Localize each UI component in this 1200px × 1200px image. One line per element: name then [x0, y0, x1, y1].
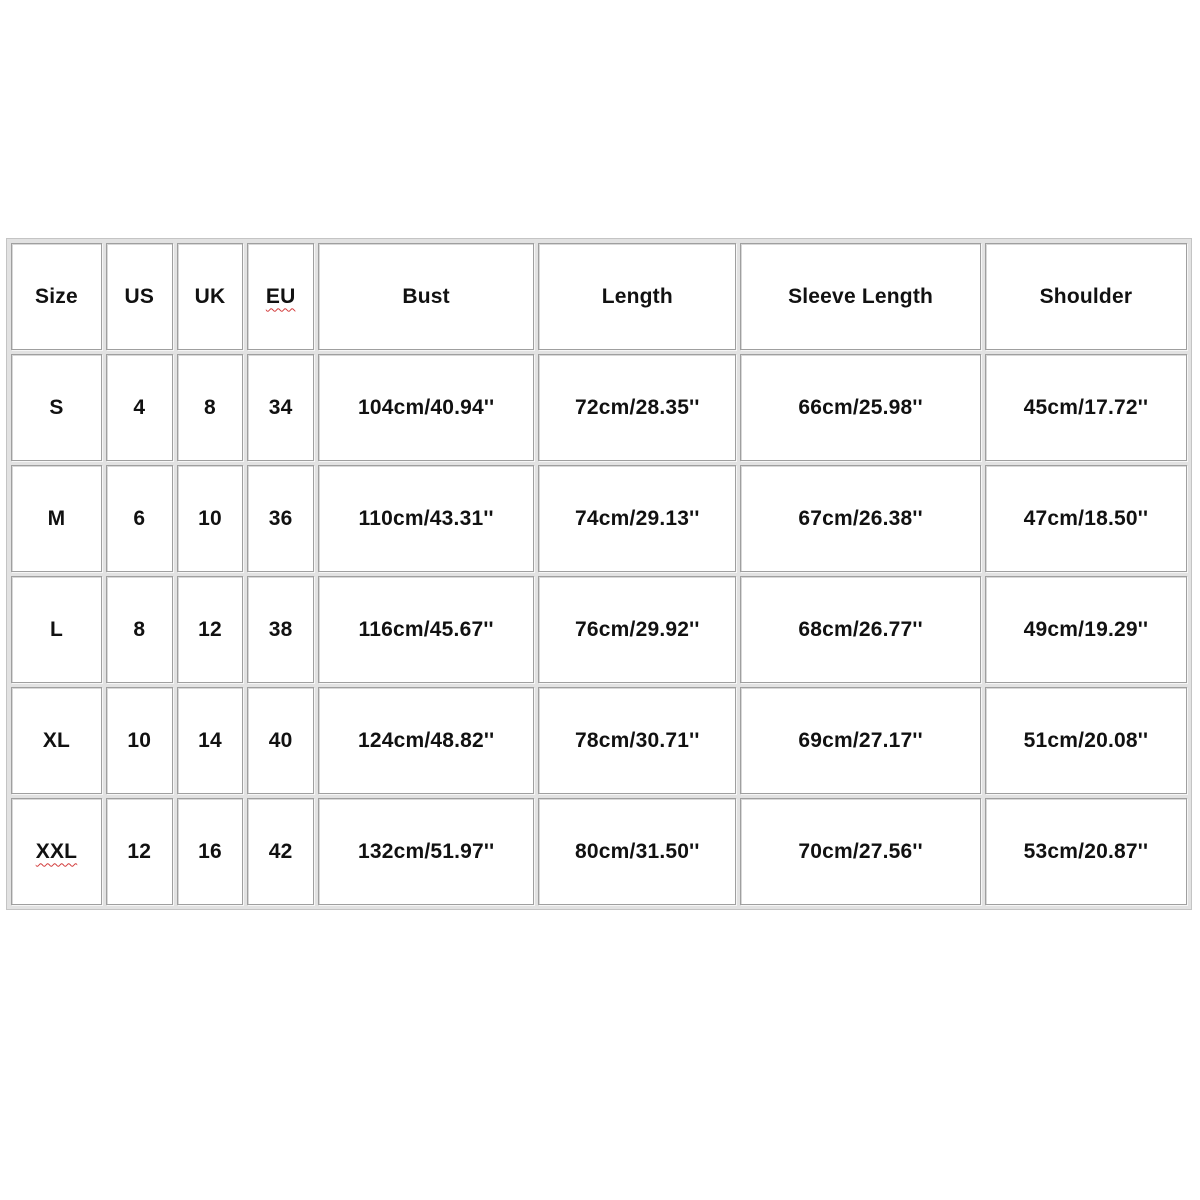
- table-row: [11, 798, 1187, 905]
- cell-length: 76cm/29.92'': [538, 576, 736, 683]
- cell-sleeve-length: 68cm/26.77'': [740, 576, 981, 683]
- cell-shoulder: 53cm/20.87'': [985, 798, 1187, 905]
- cell-us: 12: [106, 798, 173, 905]
- header-us: US: [106, 243, 173, 350]
- cell-eu: 38: [247, 576, 314, 683]
- cell-size: XL: [11, 687, 102, 794]
- cell-shoulder: 51cm/20.08'': [985, 687, 1187, 794]
- cell-size: S: [11, 354, 102, 461]
- cell-shoulder: 45cm/17.72'': [985, 354, 1187, 461]
- cell-shoulder: 49cm/19.29'': [985, 576, 1187, 683]
- header-eu: [247, 243, 314, 350]
- cell-length: 74cm/29.13'': [538, 465, 736, 572]
- cell-eu: 42: [247, 798, 314, 905]
- table-row: [11, 354, 1187, 461]
- cell-bust: 124cm/48.82'': [318, 687, 534, 794]
- cell-length: 72cm/28.35'': [538, 354, 736, 461]
- cell-size: L: [11, 576, 102, 683]
- cell-length: 78cm/30.71'': [538, 687, 736, 794]
- cell-bust: 104cm/40.94'': [318, 354, 534, 461]
- header-shoulder: Shoulder: [985, 243, 1187, 350]
- header-bust: Bust: [318, 243, 534, 350]
- header-uk: UK: [177, 243, 244, 350]
- table-row: [11, 687, 1187, 794]
- cell-sleeve-length: 67cm/26.38'': [740, 465, 981, 572]
- cell-sleeve-length: 66cm/25.98'': [740, 354, 981, 461]
- cell-bust: 110cm/43.31'': [318, 465, 534, 572]
- header-size: Size: [11, 243, 102, 350]
- cell-sleeve-length: 70cm/27.56'': [740, 798, 981, 905]
- cell-size: [11, 798, 102, 905]
- cell-uk: 14: [177, 687, 244, 794]
- cell-us: 10: [106, 687, 173, 794]
- cell-sleeve-length: 69cm/27.17'': [740, 687, 981, 794]
- header-eu-label: EU: [265, 284, 296, 308]
- cell-us: 8: [106, 576, 173, 683]
- cell-size: M: [11, 465, 102, 572]
- table-header-row: [11, 243, 1187, 350]
- cell-length: 80cm/31.50'': [538, 798, 736, 905]
- cell-us: 4: [106, 354, 173, 461]
- cell-eu: 36: [247, 465, 314, 572]
- size-chart-table: [6, 238, 1192, 910]
- cell-size-label: XXL: [35, 839, 78, 863]
- table-row: [11, 576, 1187, 683]
- header-sleeve-length: Sleeve Length: [740, 243, 981, 350]
- cell-eu: 34: [247, 354, 314, 461]
- cell-uk: 16: [177, 798, 244, 905]
- cell-bust: 116cm/45.67'': [318, 576, 534, 683]
- cell-uk: 10: [177, 465, 244, 572]
- header-length: Length: [538, 243, 736, 350]
- cell-uk: 12: [177, 576, 244, 683]
- table-row: [11, 465, 1187, 572]
- cell-us: 6: [106, 465, 173, 572]
- cell-eu: 40: [247, 687, 314, 794]
- cell-uk: 8: [177, 354, 244, 461]
- cell-bust: 132cm/51.97'': [318, 798, 534, 905]
- cell-shoulder: 47cm/18.50'': [985, 465, 1187, 572]
